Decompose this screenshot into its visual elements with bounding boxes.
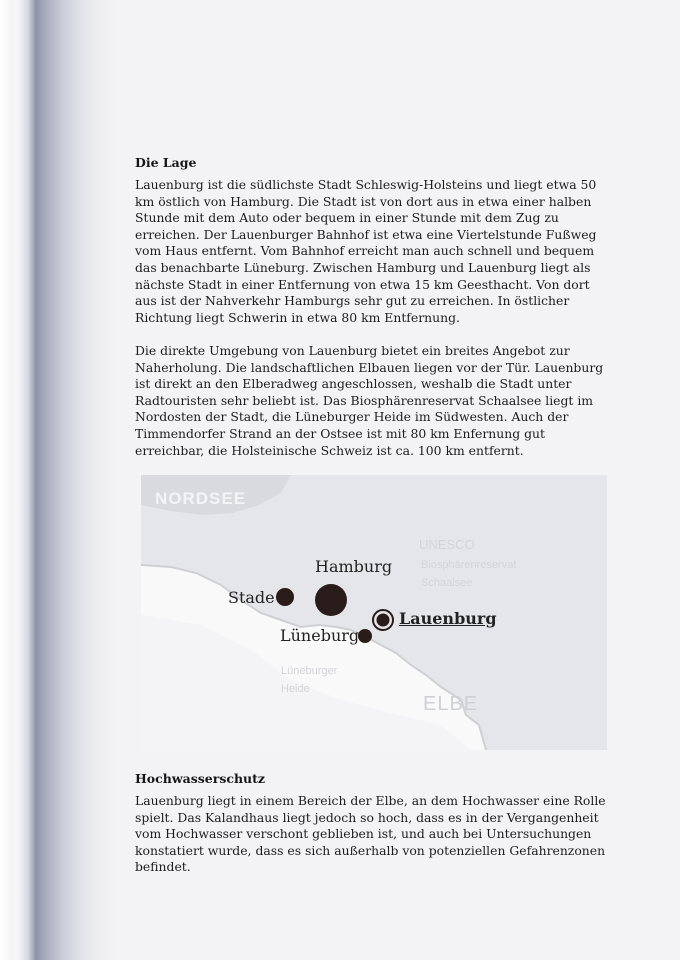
stade-marker — [276, 588, 294, 606]
paragraph-lage-1: Lauenburg ist die südlichste Stadt Schleswig-Holsteins und liegt etwa 50 km östlich von Hamburg. Die Stadt ist von dort aus in etwa einer halben Stunde mit dem Auto oder bequem in einer Stunde mit dem Zug zu erreichen. Der Lauenburger Bahnhof ist etwa eine Viertelstunde Fußweg vom Haus entfernt. Vom Bahnhof erreicht man auch schnell und bequem das benachbarte Lüneburg. Zwischen Hamburg und Lauenburg liegt als nächste Stadt in einer Entfernung von etwa 15 km Geesthacht. Von dort aus ist der Nahverkehr Hamburgs sehr gut zu erreichen. In östlicher Richtung liegt Schwerin in etwa 80 km Entfernung. — [135, 177, 597, 325]
label-heide-2: Heide — [281, 683, 310, 695]
label-biosphaere: Biosphärenreservat — [421, 559, 517, 571]
lueneburg-marker — [358, 629, 372, 643]
city-markers — [141, 475, 607, 750]
paragraph-lage-2: Die direkte Umgebung von Lauenburg bietet ein breites Angebot zur Naherholung. Die landschaftlichen Elbauen liegen vor der Tür. Lauenburg ist direkt an den Elberadweg angeschlossen, weshalb die Stadt unter Radtouristen sehr beliebt ist. Das Biosphärenreservat Schaalsee liegt im Nordosten der Stadt, die Lüneburger Heide im Südwesten. Auch der Timmendorfer Strand an der Ostsee ist mit 80 km Enfernung gut erreichbar, die Holsteinische Schweiz ist ca. 100 km entfernt. — [135, 343, 604, 458]
label-lueneburg: Lüneburg — [280, 626, 360, 645]
hamburg-marker — [315, 584, 347, 616]
location-map — [141, 475, 607, 750]
label-unesco: UNESCO — [419, 537, 475, 552]
label-schaalsee: Schaalsee — [421, 577, 473, 589]
label-heide-1: Lüneburger — [281, 665, 338, 677]
label-elbe: ELBE — [423, 693, 479, 715]
paragraph-hochwasser: Lauenburg liegt in einem Bereich der Elbe, an dem Hochwasser eine Rolle spielt. Das Kalandhaus liegt jedoch so hoch, dass es in der Vergangenheit vom Hochwasser verschont geblieben ist, und auch bei Untersuchungen konstatiert wurde, dass es sich außerhalb von potenziellen Gefahrenzonen befindet. — [135, 793, 606, 875]
label-lauenburg: Lauenburg — [399, 609, 497, 628]
section-heading-lage: Die Lage — [135, 155, 197, 170]
label-stade: Stade — [228, 588, 275, 607]
label-nordsee: NORDSEE — [155, 489, 247, 508]
label-hamburg: Hamburg — [315, 557, 393, 576]
section-heading-hochwasser: Hochwasserschutz — [135, 771, 266, 786]
lauenburg-marker-dot — [377, 614, 390, 627]
